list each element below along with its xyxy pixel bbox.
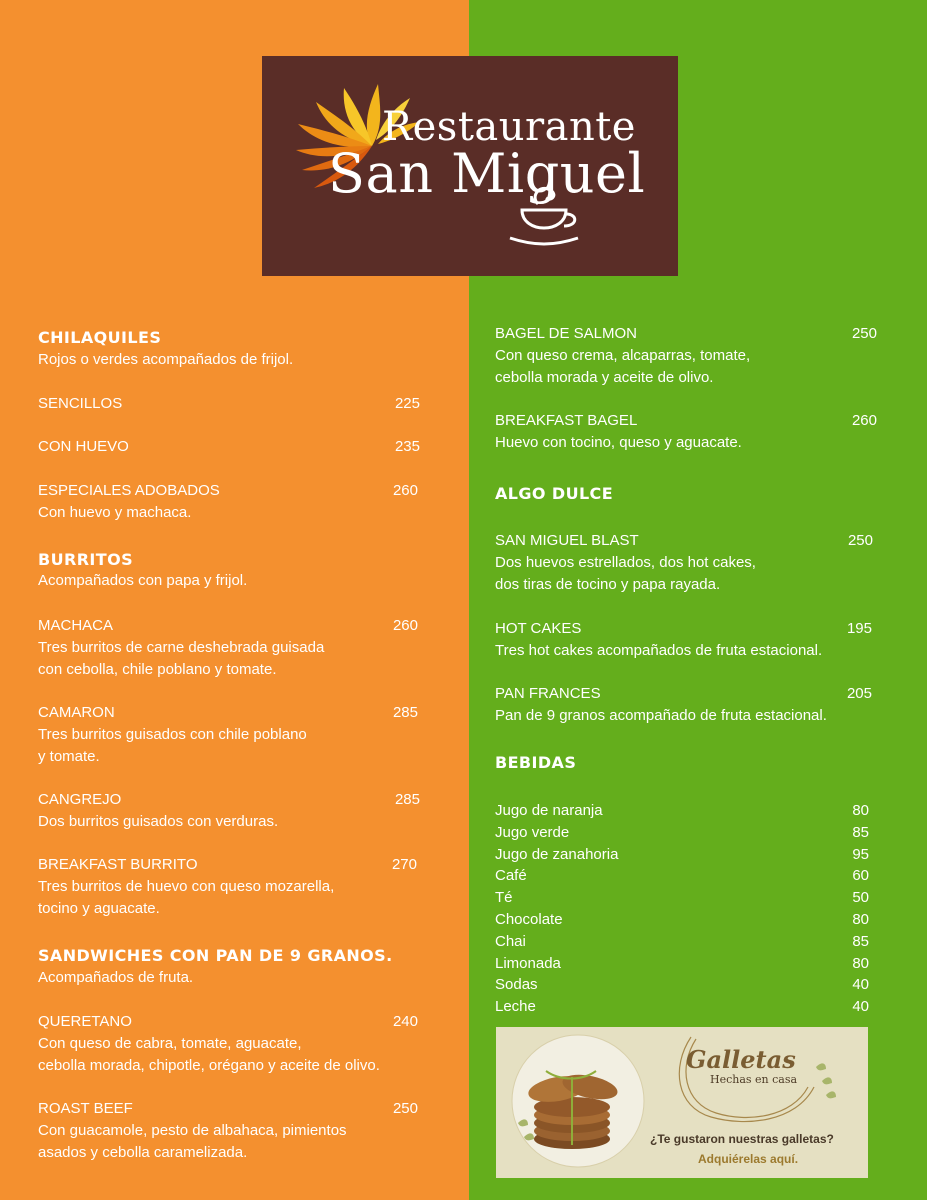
drink-item-price: 85 bbox=[852, 824, 869, 841]
section-title-chilaquiles: CHILAQUILES bbox=[38, 328, 162, 347]
menu-item-price: 250 bbox=[851, 325, 877, 342]
menu-item-desc: Dos burritos guisados con verduras. bbox=[38, 813, 279, 830]
drink-item-price: 40 bbox=[852, 998, 869, 1015]
drink-item-name: Limonada bbox=[495, 955, 561, 972]
menu-item-name: ROAST BEEF bbox=[38, 1100, 133, 1117]
menu-item-name: BREAKFAST BAGEL bbox=[495, 412, 638, 429]
menu-item-desc: Con guacamole, pesto de albahaca, pimientos bbox=[38, 1122, 347, 1139]
menu-item-name: CON HUEVO bbox=[38, 438, 129, 455]
menu-item-desc: Con queso crema, alcaparras, tomate, bbox=[495, 347, 751, 364]
menu-item-name: CAMARON bbox=[38, 704, 115, 721]
menu-item-price: 270 bbox=[391, 856, 417, 873]
section-desc-burritos: Acompañados con papa y frijol. bbox=[38, 572, 248, 589]
menu-item-desc: cebolla morada, chipotle, orégano y aceite de olivo. bbox=[38, 1057, 380, 1074]
menu-item-name: BAGEL DE SALMON bbox=[495, 325, 637, 342]
menu-item-name: HOT CAKES bbox=[495, 620, 582, 637]
menu-item-desc: Huevo con tocino, queso y aguacate. bbox=[495, 434, 742, 451]
promo-title: Galletas bbox=[686, 1045, 796, 1074]
promo-subtitle: Hechas en casa bbox=[710, 1073, 798, 1086]
drink-item-name: Chocolate bbox=[495, 911, 563, 928]
cookies-illustration bbox=[496, 1027, 868, 1178]
drink-item-name: Sodas bbox=[495, 976, 538, 993]
drink-item-name: Jugo verde bbox=[495, 824, 570, 841]
drink-item-price: 80 bbox=[852, 955, 869, 972]
section-title-bebidas: BEBIDAS bbox=[495, 753, 577, 772]
menu-item-price: 285 bbox=[394, 791, 420, 808]
menu-item-price: 240 bbox=[392, 1013, 418, 1030]
logo-restaurante-text: Restaurante bbox=[382, 104, 636, 150]
menu-item-desc: cebolla morada y aceite de olivo. bbox=[495, 369, 714, 386]
menu-item-desc: asados y cebolla caramelizada. bbox=[38, 1144, 248, 1161]
menu-item-desc: dos tiras de tocino y papa rayada. bbox=[495, 576, 721, 593]
drink-item-name: Jugo de naranja bbox=[495, 802, 603, 819]
section-desc-sandwiches: Acompañados de fruta. bbox=[38, 969, 194, 986]
menu-item-name: QUERETANO bbox=[38, 1013, 132, 1030]
menu-item-price: 260 bbox=[392, 617, 418, 634]
menu-item-price: 235 bbox=[394, 438, 420, 455]
restaurant-logo bbox=[262, 56, 678, 276]
menu-item-name: SENCILLOS bbox=[38, 395, 123, 412]
menu-item-desc: Dos huevos estrellados, dos hot cakes, bbox=[495, 554, 756, 571]
section-desc-chilaquiles: Rojos o verdes acompañados de frijol. bbox=[38, 351, 294, 368]
promo-question: ¿Te gustaron nuestras galletas? bbox=[650, 1132, 834, 1146]
menu-item-name: BREAKFAST BURRITO bbox=[38, 856, 198, 873]
menu-item-name: ESPECIALES ADOBADOS bbox=[38, 482, 220, 499]
drink-item-name: Leche bbox=[495, 998, 536, 1015]
menu-item-desc: Con huevo y machaca. bbox=[38, 504, 192, 521]
menu-item-desc: tocino y aguacate. bbox=[38, 900, 160, 917]
logo-san-miguel-text: San Miguel bbox=[328, 142, 646, 205]
menu-item-price: 195 bbox=[846, 620, 872, 637]
menu-item-price: 250 bbox=[392, 1100, 418, 1117]
drink-item-price: 80 bbox=[852, 802, 869, 819]
menu-item-price: 225 bbox=[394, 395, 420, 412]
menu-item-desc: y tomate. bbox=[38, 748, 100, 765]
menu-item-price: 260 bbox=[392, 482, 418, 499]
menu-item-desc: Tres burritos de huevo con queso mozarella, bbox=[38, 878, 335, 895]
section-title-burritos: BURRITOS bbox=[38, 550, 134, 569]
menu-item-price: 250 bbox=[847, 532, 873, 549]
menu-item-price: 285 bbox=[392, 704, 418, 721]
drink-item-price: 40 bbox=[852, 976, 869, 993]
drink-item-price: 50 bbox=[852, 889, 869, 906]
menu-item-desc: Tres hot cakes acompañados de fruta estacional. bbox=[495, 642, 823, 659]
menu-item-desc: Pan de 9 granos acompañado de fruta estacional. bbox=[495, 707, 827, 724]
galletas-promo-banner[interactable] bbox=[496, 1027, 868, 1178]
menu-item-price: 205 bbox=[846, 685, 872, 702]
promo-cta-link[interactable]: Adquiérelas aquí. bbox=[698, 1152, 799, 1166]
drink-item-price: 85 bbox=[852, 933, 869, 950]
menu-item-desc: Tres burritos guisados con chile poblano bbox=[38, 726, 307, 743]
drink-item-price: 60 bbox=[852, 867, 869, 884]
menu-item-price: 260 bbox=[851, 412, 877, 429]
drink-item-price: 80 bbox=[852, 911, 869, 928]
drink-item-name: Café bbox=[495, 867, 527, 884]
menu-item-name: MACHACA bbox=[38, 617, 114, 634]
menu-item-name: CANGREJO bbox=[38, 791, 122, 808]
drink-item-name: Jugo de zanahoria bbox=[495, 846, 619, 863]
section-title-sandwiches: SANDWICHES CON PAN DE 9 GRANOS. bbox=[38, 946, 393, 965]
menu-item-name: SAN MIGUEL BLAST bbox=[495, 532, 639, 549]
menu-item-desc: con cebolla, chile poblano y tomate. bbox=[38, 661, 277, 678]
menu-item-name: PAN FRANCES bbox=[495, 685, 601, 702]
menu-item-desc: Tres burritos de carne deshebrada guisada bbox=[38, 639, 325, 656]
section-title-algo-dulce: ALGO DULCE bbox=[495, 484, 614, 503]
drink-item-name: Té bbox=[495, 889, 513, 906]
drink-item-price: 95 bbox=[852, 846, 869, 863]
drink-item-name: Chai bbox=[495, 933, 526, 950]
menu-item-desc: Con queso de cabra, tomate, aguacate, bbox=[38, 1035, 302, 1052]
